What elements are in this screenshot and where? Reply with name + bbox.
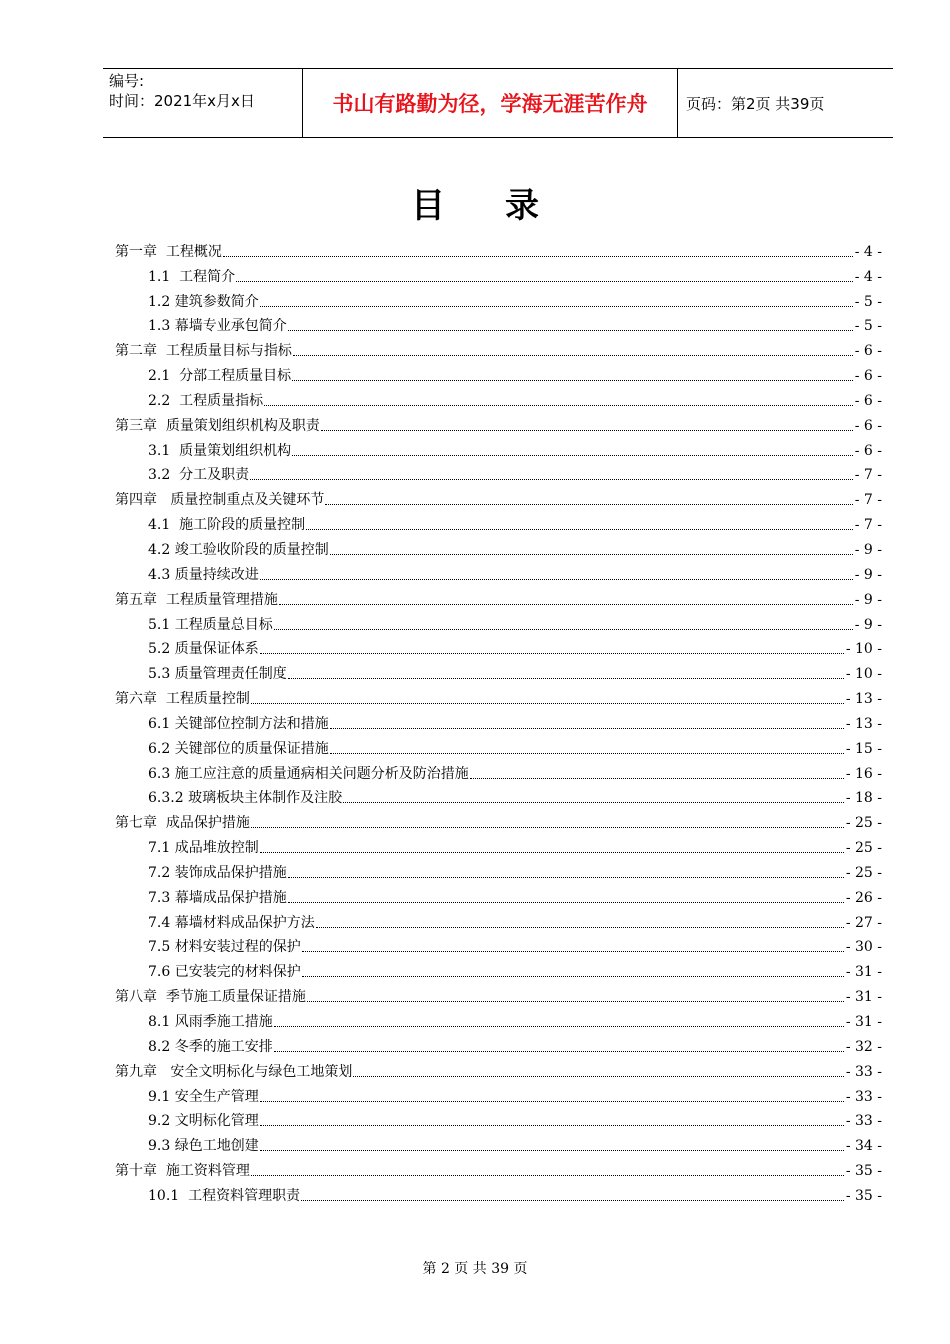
toc-entry-page: - 6 - [854, 392, 882, 409]
number-label: 编号: [109, 72, 145, 90]
toc-entry-page: - 13 - [845, 715, 882, 732]
toc-entry-page: - 33 - [845, 1088, 882, 1105]
toc-entry-label: 9.3 绿色工地创建 [148, 1138, 259, 1155]
toc-subsection-entry[interactable] [115, 658, 882, 683]
toc-entry-page: - 10 - [845, 641, 882, 658]
toc-dot-leader [260, 579, 853, 580]
toc-subsection-entry[interactable] [115, 1130, 882, 1155]
toc-entry-label: 2.2 工程质量指标 [148, 392, 264, 409]
toc-entry-label: 8.2 冬季的施工安排 [148, 1038, 273, 1055]
toc-dot-leader [307, 1001, 844, 1002]
toc-dot-leader [260, 306, 853, 307]
toc-dot-leader [470, 778, 844, 779]
toc-entry-page: - 9 - [854, 541, 882, 558]
toc-subsection-entry[interactable] [115, 758, 882, 783]
toc-entry-page: - 5 - [854, 293, 882, 310]
toc-entry-label: 第八章 季节施工质量保证措施 [115, 989, 306, 1006]
toc-subsection-entry[interactable] [115, 509, 882, 534]
toc-entry-page: - 15 - [845, 740, 882, 757]
time-label: 时间：2021年x月x日 [109, 92, 255, 110]
toc-dot-leader [353, 1076, 843, 1077]
toc-entry-label: 1.1 工程简介 [148, 268, 236, 285]
toc-dot-leader [288, 330, 853, 331]
toc-dot-leader [306, 529, 853, 530]
toc-subsection-entry[interactable] [115, 609, 882, 634]
toc-entry-page: - 25 - [845, 840, 882, 857]
toc-entry-page: - 9 - [854, 566, 882, 583]
toc-subsection-entry[interactable] [115, 932, 882, 957]
toc-subsection-entry[interactable] [115, 559, 882, 584]
toc-subsection-entry[interactable] [115, 634, 882, 659]
toc-entry-page: - 10 - [845, 666, 882, 683]
toc-subsection-entry[interactable] [115, 261, 882, 286]
toc-dot-leader [316, 927, 844, 928]
toc-subsection-entry[interactable] [115, 956, 882, 981]
toc-subsection-entry[interactable] [115, 286, 882, 311]
toc-entry-page: - 34 - [845, 1138, 882, 1155]
toc-entry-label: 4.3 质量持续改进 [148, 566, 259, 583]
toc-dot-leader [330, 728, 844, 729]
toc-dot-leader [260, 1101, 844, 1102]
toc-subsection-entry[interactable] [115, 1031, 882, 1056]
toc-entry-label: 3.2 分工及职责 [148, 467, 250, 484]
toc-dot-leader [330, 554, 853, 555]
toc-chapter-entry[interactable] [115, 1056, 882, 1081]
toc-entry-label: 9.1 安全生产管理 [148, 1088, 259, 1105]
toc-dot-leader [330, 753, 844, 754]
toc-dot-leader [292, 380, 853, 381]
toc-entry-page: - 35 - [845, 1187, 882, 1204]
toc-chapter-entry[interactable] [115, 484, 882, 509]
toc-entry-page: - 26 - [845, 889, 882, 906]
toc-entry-label: 7.1 成品堆放控制 [148, 840, 259, 857]
toc-entry-page: - 16 - [845, 765, 882, 782]
toc-entry-page: - 30 - [845, 939, 882, 956]
toc-dot-leader [292, 455, 853, 456]
toc-entry-page: - 6 - [854, 417, 882, 434]
toc-entry-label: 9.2 文明标化管理 [148, 1113, 259, 1130]
toc-entry-page: - 27 - [845, 914, 882, 931]
toc-chapter-entry[interactable] [115, 1155, 882, 1180]
toc-subsection-entry[interactable] [115, 882, 882, 907]
toc-dot-leader [288, 678, 844, 679]
toc-subsection-entry[interactable] [115, 832, 882, 857]
toc-entry-page: - 5 - [854, 318, 882, 335]
toc-dot-leader [223, 256, 853, 257]
toc-entry-label: 第九章 安全文明标化与绿色工地策划 [115, 1063, 353, 1080]
toc-dot-leader [293, 355, 853, 356]
header-meta [103, 69, 303, 137]
toc-entry-label: 1.3 幕墙专业承包简介 [148, 318, 287, 335]
toc-entry-label: 3.1 质量策划组织机构 [148, 442, 292, 459]
toc-entry-page: - 25 - [845, 815, 882, 832]
toc-subsection-entry[interactable] [115, 708, 882, 733]
toc-entry-label: 第五章 工程质量管理措施 [115, 591, 278, 608]
toc-chapter-entry[interactable] [115, 683, 882, 708]
toc-chapter-entry[interactable] [115, 584, 882, 609]
toc-dot-leader [343, 802, 844, 803]
toc-subsection-entry[interactable] [115, 1180, 882, 1205]
toc-entry-page: - 18 - [845, 790, 882, 807]
toc-subsection-entry[interactable] [115, 435, 882, 460]
toc-entry-label: 5.1 工程质量总目标 [148, 616, 273, 633]
toc-entry-label: 7.5 材料安装过程的保护 [148, 939, 301, 956]
toc-entry-page: - 7 - [854, 492, 882, 509]
toc-entry-page: - 4 - [854, 243, 882, 260]
toc-subsection-entry[interactable] [115, 1006, 882, 1031]
toc-chapter-entry[interactable] [115, 981, 882, 1006]
toc-entry-page: - 7 - [854, 517, 882, 534]
toc-subsection-entry[interactable] [115, 733, 882, 758]
toc-entry-page: - 31 - [845, 964, 882, 981]
toc-entry-page: - 33 - [845, 1113, 882, 1130]
toc-entry-label: 4.2 竣工验收阶段的质量控制 [148, 541, 329, 558]
toc-entry-label: 第七章 成品保护措施 [115, 815, 250, 832]
toc-entry-label: 5.3 质量管理责任制度 [148, 666, 287, 683]
toc-dot-leader [274, 629, 853, 630]
toc-dot-leader [251, 703, 844, 704]
toc-dot-leader [302, 976, 844, 977]
toc-subsection-entry[interactable] [115, 460, 882, 485]
toc-dot-leader [288, 902, 844, 903]
toc-entry-page: - 32 - [845, 1038, 882, 1055]
toc-entry-page: - 31 - [845, 1014, 882, 1030]
toc-entry-label: 6.2 关键部位的质量保证措施 [148, 740, 329, 757]
toc-entry-label: 7.3 幕墙成品保护措施 [148, 889, 287, 906]
toc-entry-label: 第十章 施工资料管理 [115, 1163, 250, 1180]
toc-entry-page: - 6 - [854, 368, 882, 385]
toc-dot-leader [260, 1125, 844, 1126]
header-motto: 书山有路勤为径，学海无涯苦作舟 [303, 69, 678, 137]
toc-entry-label: 7.4 幕墙材料成品保护方法 [148, 914, 315, 931]
toc-entry-page: - 35 - [845, 1163, 882, 1180]
toc-entry-page: - 9 - [854, 591, 882, 608]
page-footer: 第 2 页 共 39 页 [422, 1261, 528, 1277]
toc-subsection-entry[interactable] [115, 360, 882, 385]
toc-subsection-entry[interactable] [115, 311, 882, 336]
toc-entry-label: 第四章 质量控制重点及关键环节 [115, 492, 325, 509]
toc-entry-label: 5.2 质量保证体系 [148, 641, 259, 658]
toc-dot-leader [321, 430, 853, 431]
table-of-contents [115, 236, 882, 1205]
toc-chapter-entry[interactable] [115, 410, 882, 435]
toc-entry-label: 6.3.2 玻璃板块主体制作及注胶 [148, 790, 343, 807]
toc-dot-leader [288, 877, 844, 878]
toc-subsection-entry[interactable] [115, 783, 882, 808]
toc-entry-page: - 31 - [845, 989, 882, 1006]
toc-subsection-entry[interactable] [115, 385, 882, 410]
toc-dot-leader [264, 405, 853, 406]
toc-dot-leader [274, 1051, 844, 1052]
toc-entry-label: 10.1 工程资料管理职责 [148, 1187, 301, 1204]
toc-dot-leader [251, 1175, 844, 1176]
toc-chapter-entry[interactable] [115, 807, 882, 832]
toc-dot-leader [250, 479, 853, 480]
toc-dot-leader [260, 1150, 844, 1151]
toc-subsection-entry[interactable] [115, 857, 882, 882]
document-header [103, 68, 893, 138]
toc-entry-label: 第六章 工程质量控制 [115, 691, 250, 708]
toc-dot-leader [279, 604, 853, 605]
toc-entry-label: 6.1 关键部位控制方法和措施 [148, 715, 329, 732]
toc-entry-page: - 6 - [854, 442, 882, 459]
toc-entry-page: - 9 - [854, 616, 882, 633]
toc-chapter-entry[interactable] [115, 335, 882, 360]
toc-entry-label: 7.6 已安装完的材料保护 [148, 964, 301, 981]
toc-subsection-entry[interactable] [115, 1081, 882, 1106]
toc-chapter-entry[interactable] [115, 236, 882, 261]
toc-entry-label: 2.1 分部工程质量目标 [148, 368, 292, 385]
toc-dot-leader [325, 504, 852, 505]
header-page-info: 页码：第2页 共39页 [686, 94, 825, 113]
toc-subsection-entry[interactable] [115, 534, 882, 559]
toc-entry-label: 6.3 施工应注意的质量通病相关问题分析及防治措施 [148, 765, 469, 782]
toc-entry-label: 第一章 工程概况 [115, 243, 222, 260]
toc-dot-leader [260, 653, 844, 654]
toc-subsection-entry[interactable] [115, 907, 882, 932]
toc-dot-leader [260, 852, 844, 853]
toc-entry-label: 4.1 施工阶段的质量控制 [148, 517, 306, 534]
toc-dot-leader [301, 1200, 844, 1201]
toc-dot-leader [251, 827, 844, 828]
toc-entry-page: - 7 - [854, 467, 882, 484]
toc-entry-label: 7.2 装饰成品保护措施 [148, 864, 287, 881]
toc-entry-label: 8.1 风雨季施工措施 [148, 1014, 273, 1030]
toc-entry-page: - 13 - [845, 691, 882, 708]
toc-dot-leader [302, 951, 844, 952]
toc-entry-label: 第三章 质量策划组织机构及职责 [115, 417, 320, 434]
toc-dot-leader [236, 281, 853, 282]
toc-entry-label: 第二章 工程质量目标与指标 [115, 343, 292, 360]
toc-entry-label: 1.2 建筑参数简介 [148, 293, 259, 310]
toc-entry-page: - 6 - [854, 343, 882, 360]
toc-entry-page: - 4 - [854, 268, 882, 285]
toc-entry-page: - 25 - [845, 864, 882, 881]
toc-entry-page: - 33 - [845, 1063, 882, 1080]
toc-subsection-entry[interactable] [115, 1106, 882, 1131]
page-title: 目录 [411, 186, 599, 226]
toc-dot-leader [274, 1026, 844, 1027]
